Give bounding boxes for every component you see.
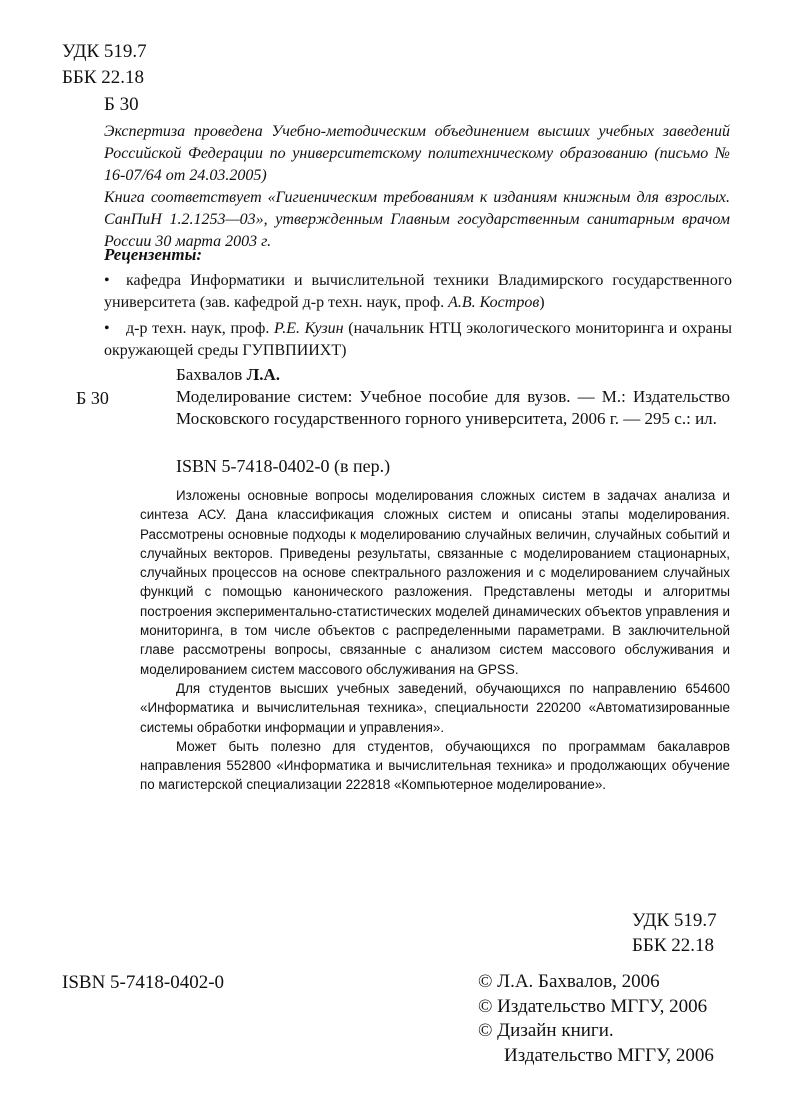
bbk-code: ББК 22.18 xyxy=(62,67,144,88)
bullet-icon: • xyxy=(104,320,110,337)
author-sign: Б 30 xyxy=(104,94,139,115)
expertise-paragraph: Экспертиза проведена Учебно-методическим объединением высших учебных заведений Российской Федерации по университетскому политехническому образованию (письмо № 16-07/64 от 24.03.2005) xyxy=(104,123,730,184)
reviewer-name: Р.Е. Кузин xyxy=(274,320,344,337)
udk-code: УДК 519.7 xyxy=(62,41,147,62)
catalog-author: Бахвалов Л.А. xyxy=(176,365,281,384)
reviewers-heading: Рецензенты: xyxy=(104,245,203,264)
catalog-title: Моделирование систем: Учебное пособие для вузов. — М.: Издательство Московского государственного горного университета, 2006 г. — 295 с.: ил. xyxy=(176,387,730,428)
expertise-note xyxy=(104,121,730,253)
catalog-code: Б 30 xyxy=(76,388,109,408)
reviewer-name: А.В. Костров xyxy=(448,294,540,311)
reviewer-item: • кафедра Информатики и вычислительной техники Владимирского государственного университета (зав. кафедрой д-р техн. наук, проф. А.В. Костров) xyxy=(104,272,732,311)
annotation xyxy=(140,486,730,795)
annotation-paragraph: Может быть полезно для студентов, обучающихся по программам бакалавров направления 552800 «Информатика и вычислительная техника» и продолжающих обучение по магистерской специализации 222818 «Компьютерное моделирование». xyxy=(140,738,730,793)
annotation-paragraph: Изложены основные вопросы моделирования сложных систем в задачах анализа и синтеза АСУ. Дана классификация сложных систем и описаны этапы моделирования. Рассмотрены основные подходы к моделированию случайных величин, случайных событий и случайных векторов. Приведены результаты, связанные с моделированием стационарных, случайных процессов на основе спектрального разложения и с моделированием случайных функций с помощью канонического разложения. Представлены методы и алгоритмы построения экспериментально-статистических моделей динамических объектов управления и мониторинга, в том числе объектов с распределенными параметрами. В заключительной главе рассмотрены вопросы, связанные с анализом систем массового обслуживания и моделированием систем массового обслуживания на GPSS. xyxy=(140,488,730,677)
copyright-line: © Издательство МГГУ, 2006 xyxy=(478,995,708,1017)
footer-udk: УДК 519.7 xyxy=(632,910,717,931)
footer-bbk: ББК 22.18 xyxy=(632,935,714,956)
copyright-line: © Л.А. Бахвалов, 2006 xyxy=(478,971,660,992)
copyright-line: © Дизайн книги. xyxy=(478,1020,614,1041)
hygiene-paragraph: Книга соответствует «Гигиеническим требованиям к изданиям книжным для взрослых. СанПиН 1.2.1253—03», утвержденным Главным государственным санитарным врачом России 30 марта 2003 г. xyxy=(104,189,730,250)
bullet-icon: • xyxy=(104,272,110,289)
copyright-line: Издательство МГГУ, 2006 xyxy=(504,1044,714,1066)
footer-classification xyxy=(632,908,717,958)
copyright-block xyxy=(478,970,714,1068)
footer-isbn: ISBN 5-7418-0402-0 xyxy=(62,972,225,993)
annotation-paragraph: Для студентов высших учебных заведений, обучающихся по направлению 654600 «Информатика и вычислительная техника», специальности 220200 «Автоматизированные системы обработки информации и управления». xyxy=(140,680,730,735)
catalog-isbn: ISBN 5-7418-0402-0 (в пер.) xyxy=(176,456,391,476)
reviewer-item: • д-р техн. наук, проф. Р.Е. Кузин (начальник НТЦ экологического мониторинга и охраны окружающей среды ГУПВПИИХТ) xyxy=(104,320,733,359)
